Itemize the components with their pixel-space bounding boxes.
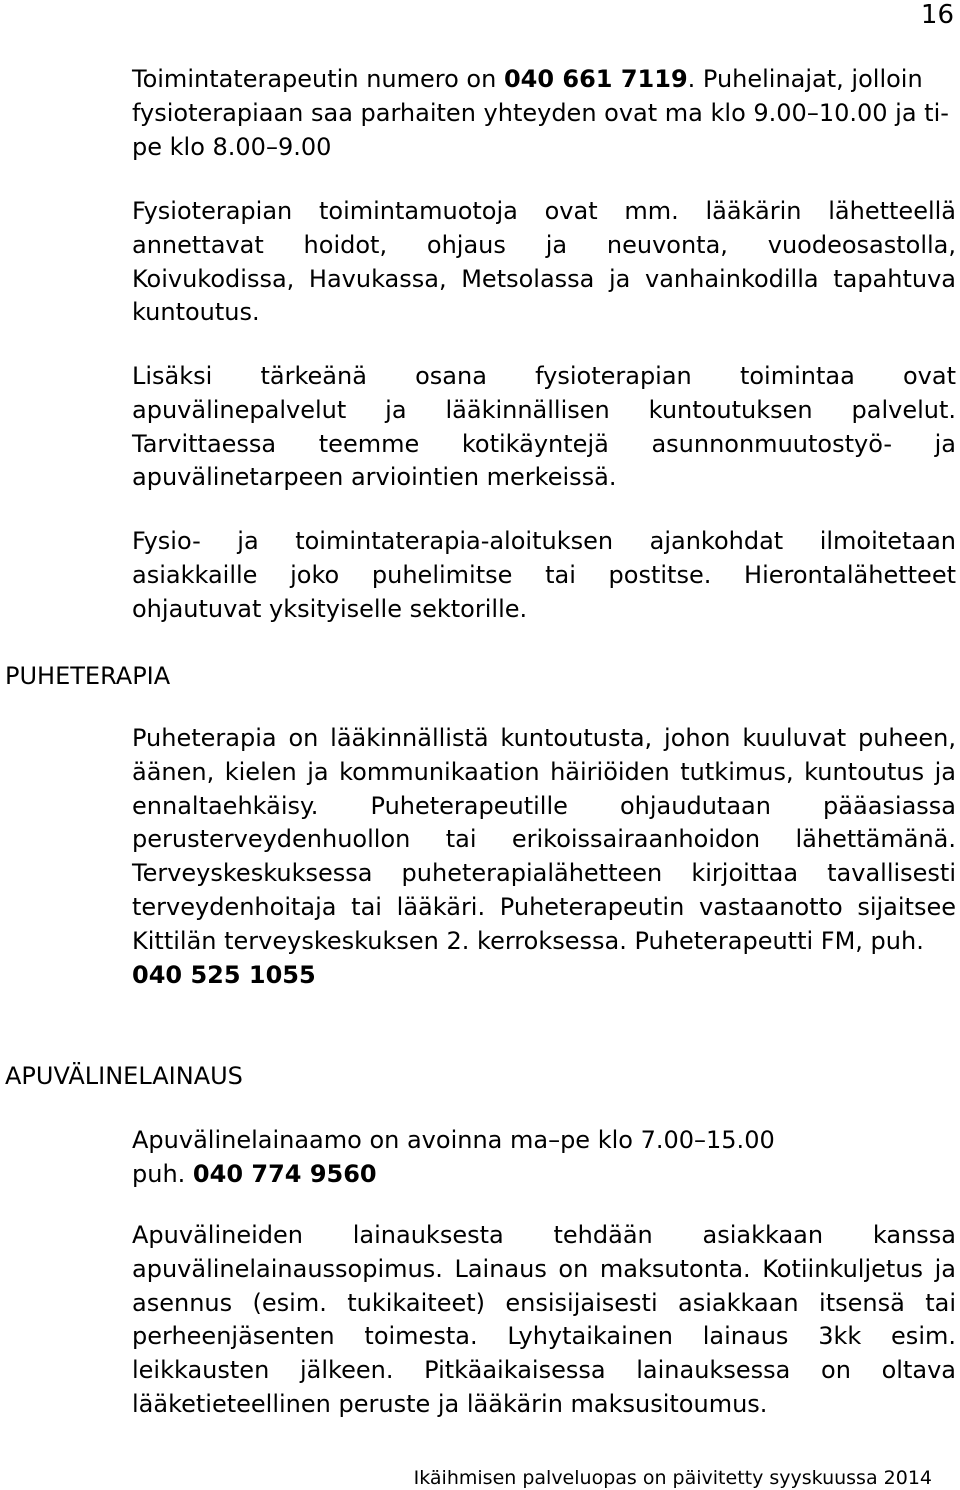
phone-number: 040 525 1055: [132, 960, 316, 989]
page-number: 16: [920, 0, 954, 30]
phone-label: puh.: [132, 1159, 193, 1188]
phone-number: 040 774 9560: [192, 1159, 377, 1188]
section-heading-apuvalinelainaus: APUVÄLINELAINAUS: [5, 1062, 243, 1090]
paragraph-text: Puheterapia on lääkinnällistä kuntoutusta, johon kuuluvat puheen, äänen, kielen ja kommunikaation häiriöiden tutkimus, kuntoutus ja ennaltaehkäisy. Puheterapeutille ohjaudutaan pääasiassa perusterveydenhuollon tai erikoissairaanhoidon lähettämänä. Terveyskeskuksessa puheterapialähetteen kirjoittaa tavallisesti terveydenhoitaja tai lääkäri. Puheterapeutin vastaanotto sijaitsee Kittilän terveyskeskuksen 2. kerroksessa. Puheterapeutti FM, puh.: [132, 724, 956, 955]
paragraph-fysioterapian-toimintamuodot: Fysioterapian toimintamuotoja ovat mm. lääkärin lähetteellä annettavat hoidot, ohjaus ja neuvonta, vuodeosastolla, Koivukodissa, Havukassa, Metsolassa ja vanhainkodilla tapahtuva kuntoutus.: [132, 197, 956, 327]
paragraph-aukioloajat: [132, 1124, 956, 1192]
paragraph-aloituksen-ajankohdat: Fysio- ja toimintaterapia-aloituksen ajankohdat ilmoitetaan asiakkaille joko puhelimitse tai postitse. Hierontalähetteet ohjautuvat yksityiselle sektorille.: [132, 527, 956, 623]
page-footer: Ikäihmisen palveluopas on päivitetty syyskuussa 2014: [413, 1467, 932, 1489]
section-heading-puheterapia: PUHETERAPIA: [5, 662, 171, 690]
paragraph-text: . Puhelinajat, jolloin fysioterapiaan saa parhaiten yhteyden ovat ma klo 9.00–10.00 ja ti-pe klo 8.00–9.00: [132, 65, 949, 161]
paragraph-lainausehdot: Apuvälineiden lainauksesta tehdään asiakkaan kanssa apuvälinelainaussopimus. Lainaus on maksutonta. Kotiinkuljetus ja asennus (esim. tukikaiteet) ensisijaisesti asiakkaan itsensä tai perheenjäsenten toimesta. Lyhytaikainen lainaus 3kk esim. leikkausten jälkeen. Pitkäaikaisessa lainauksessa on oltava lääketieteellinen peruste ja lääkärin maksusitoumus.: [132, 1221, 956, 1418]
paragraph-puheterapia: [132, 722, 956, 992]
paragraph-text: Toimintaterapeutin numero on: [132, 65, 504, 93]
paragraph-toimintaterapeutti: [132, 63, 956, 164]
opening-hours: Apuvälinelainaamo on avoinna ma–pe klo 7.00–15.00: [132, 1126, 775, 1154]
phone-number: 040 661 7119: [503, 65, 688, 93]
paragraph-apuvalinepalvelut: Lisäksi tärkeänä osana fysioterapian toimintaa ovat apuvälinepalvelut ja lääkinnällisen kuntoutuksen palvelut. Tarvittaessa teemme kotikäyntejä asunnonmuutostyö- ja apuvälinetarpeen arviointien merkeissä.: [132, 362, 956, 492]
